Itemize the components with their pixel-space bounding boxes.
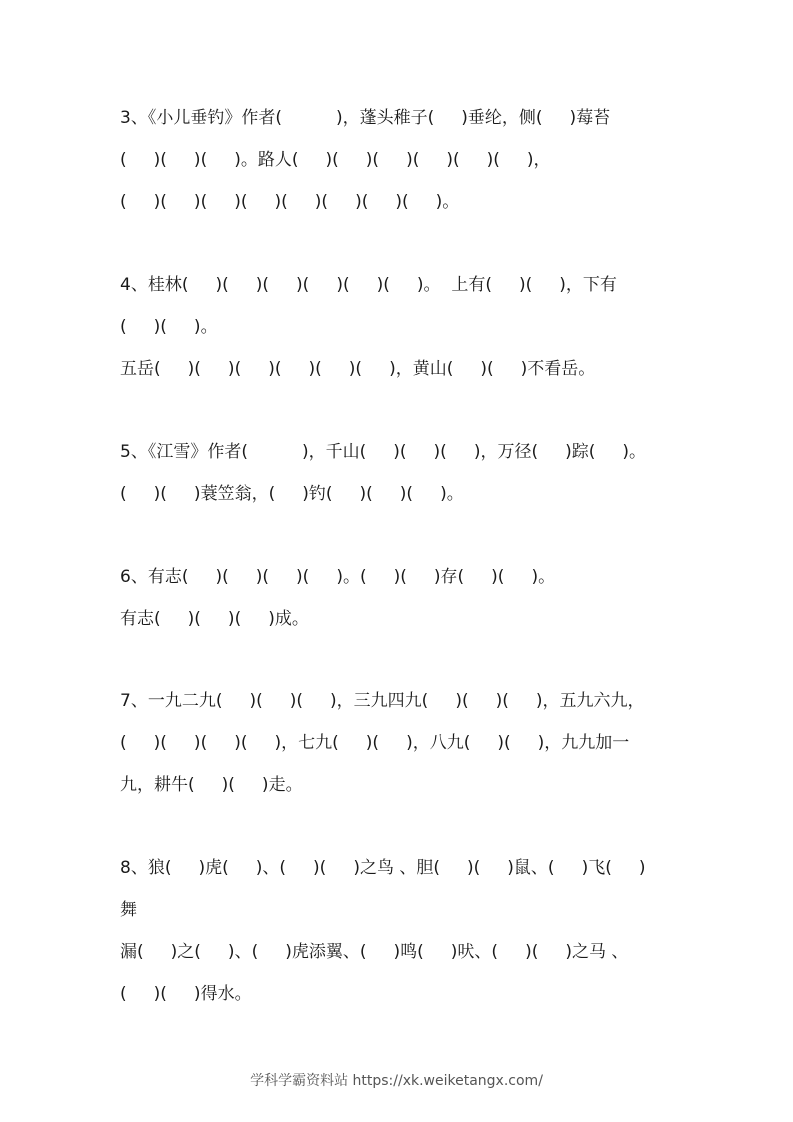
- question-4-line-3: 五岳( )( )( )( )( )( )，黄山( )( )不看岳。: [120, 359, 596, 379]
- question-7-line-2: ( )( )( )( )，七九( )( )，八九( )( )，九九加一: [120, 733, 630, 753]
- question-7-line-1: 7、一九二九( )( )( )，三九四九( )( )( )，五九六九，: [120, 691, 645, 711]
- question-8-line-1: 8、狼( )虎( )、( )( )之鸟 、胆( )( )鼠、( )飞( ): [120, 858, 646, 878]
- question-5-line-2: ( )( )蓑笠翁，( )钓( )( )( )。: [120, 484, 464, 504]
- question-3-line-1: 3、《小儿垂钓》作者( )，蓬头稚子( )垂纶，侧( )莓苔: [120, 108, 611, 128]
- question-7-line-3: 九，耕牛( )( )走。: [120, 775, 303, 795]
- question-8-line-4: ( )( )得水。: [120, 984, 252, 1004]
- question-6-line-2: 有志( )( )( )成。: [120, 609, 309, 629]
- question-6-line-1: 6、有志( )( )( )( )。( )( )存( )( )。: [120, 567, 556, 587]
- question-4-line-2: ( )( )。: [120, 317, 218, 337]
- question-3-line-2: ( )( )( )。路人( )( )( )( )( )( )，: [120, 150, 551, 170]
- question-8-line-2: 舞: [120, 900, 137, 920]
- question-8-line-3: 漏( )之( )、( )虎添翼、( )鸣( )吠、( )( )之马 、: [120, 942, 629, 962]
- question-4-line-1: 4、桂林( )( )( )( )( )( )。 上有( )( )，下有: [120, 275, 617, 295]
- question-5-line-1: 5、《江雪》作者( )，千山( )( )( )，万径( )踪( )。: [120, 442, 647, 462]
- question-3-line-3: ( )( )( )( )( )( )( )( )。: [120, 192, 460, 212]
- footer-watermark: 学科学霸资料站 https://xk.weiketangx.com/: [250, 1073, 543, 1089]
